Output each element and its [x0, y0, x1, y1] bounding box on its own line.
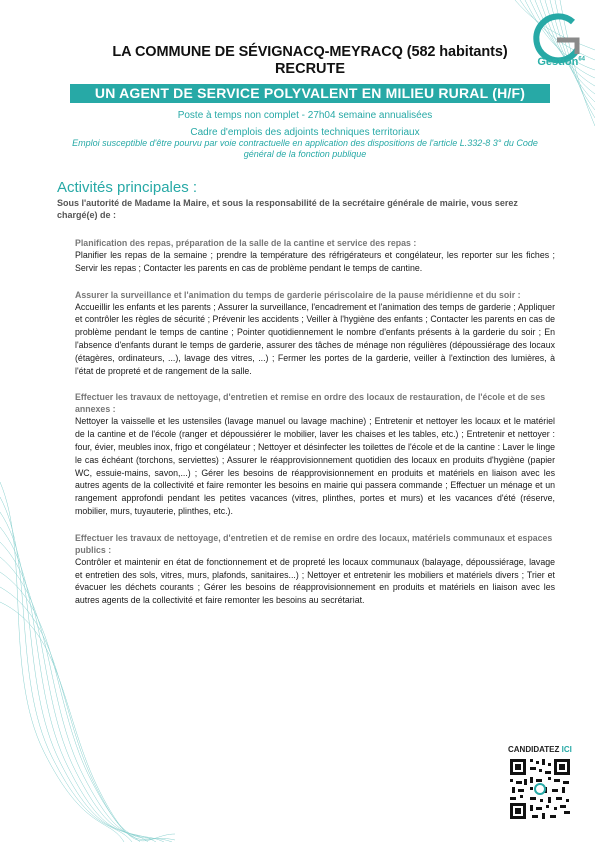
page-title: LA COMMUNE DE SÉVIGNACQ-MEYRACQ (582 habitants) [112, 44, 508, 60]
activity-body: Nettoyer la vaisselle et les ustensiles (lavage manuel ou lavage machine) ; Entretenir et nettoyer les locaux et le matériel de la cantine et de l'école (ranger et dépoussiérer le mobilier, laver les chaises et les tables, etc.) ; Entretenir et nettoyer : four, évier, meubles inox, frigo et congélateur ; Nettoyer et désinfecter les toilettes de l'école et de la cantine : Laver le linge le cas échéant (torchons, serviettes) ; Assurer le réapprovisionnement quotidien des locaux en produits d'hygiène (papier WC, essuie-mains, savon,...) ; Gérer les besoins de réapprovisionnement en produits et matériels en liaison avec les autres agents de la collectivité et faire remonter les besoins en mairie qui passera commande ; Effectuer un ménage et un rangement approfondi pendant les petites vacances (vitres, plinthes, portes et murs) et les vacances d'été (réserve, mobilier, murs, tuyauterie, plinthes, etc.). [75, 416, 555, 516]
activity-title: Effectuer les travaux de nettoyage, d'entretien et de remise en ordre des locaux, matériels communaux et espaces publics : [75, 532, 553, 555]
cadre-line: Cadre d'emplois des adjoints techniques territoriaux [190, 127, 420, 138]
activity-title: Planification des repas, préparation de la salle de la cantine et service des repas : [75, 238, 417, 248]
activity-title: Effectuer les travaux de nettoyage, d'entretien et remise en ordre des locaux de restauration, de l'école et de ses annexes : [75, 392, 546, 415]
job-details [60, 110, 550, 160]
activity-block [75, 237, 555, 275]
cta-text: CANDIDATEZ [508, 745, 560, 754]
activity-block [75, 532, 555, 607]
candidatez-label[interactable] [508, 745, 572, 754]
activity-title: Assurer la surveillance et l'animation du temps de garderie périscolaire de la pause méridienne et du soir : [75, 289, 521, 300]
header [80, 44, 540, 77]
poste-line: Poste à temps non complet - 27h04 semaine annualisées [177, 110, 433, 121]
activites-heading: Activités principales : [57, 179, 198, 196]
page-subtitle-recrute: RECRUTE [274, 61, 346, 77]
activity-body: Contrôler et maintenir en état de fonctionnement et de propreté les locaux communaux (balayage, dépoussiérage, lavage et entretien des sols, vitres, murs, plafonds, sanitaires...) ; Nettoyer et entretenir les mobiliers et matériels divers ; Trier et évacuer les déchets courants ; Gérer les besoins de réapprovisionnement en produits et matériels en liaison avec les autres agents de la collectivité et faire remonter les besoins au secrétariat. [75, 556, 555, 606]
job-title-banner: UN AGENT DE SERVICE POLYVALENT EN MILIEU RURAL (H/F) [70, 84, 550, 103]
activity-block [75, 289, 555, 378]
logo-wordmark: Gestion$^{64}$ [537, 56, 585, 68]
activity-block [75, 391, 555, 517]
activites-list [75, 237, 555, 621]
activity-body: Accueillir les enfants et les parents ; Assurer la surveillance, l'encadrement et l'animation des temps de garderie ; Appliquer et contrôler les règles de sécurité ; Prévenir les accidents ; Veiller à l'hygiène des enfants ; Contacter les parents en cas de problème pendant le temps de cantine ; Pointer quotidiennement le nombre d'enfants présents à la garderie du soir ; En l'absence d'enfants durant le temps de garderie, assurer des tâches de ménage non régulières (dépoussiérage des locaux (étagères, ordinateurs, ...), lavage des vitres, ...) ; Fermer les portes de la garderie, veiller à l'extinction des lumières, à l'état de propreté et de rangement de la salle. [75, 301, 555, 376]
emploi-line: Emploi susceptible d'être pourvu par voie contractuelle en application des dispositions de l'article L.332-8 3° du Code général de la fonction publique [72, 138, 538, 159]
activity-body: Planifier les repas de la semaine ; prendre la température des réfrigérateurs et congélateur, les reporter sur les fiches ; Servir les repas ; Contacter les parents en cas de problème pendant le temps de cantine. [75, 250, 555, 273]
cta-highlight: ICI [561, 745, 572, 754]
qr-code-icon[interactable] [508, 757, 572, 821]
activites-intro: Sous l'autorité de Madame la Maire, et sous la responsabilité de la secrétaire générale de mairie, vous serez chargé(e) de : [57, 198, 518, 220]
